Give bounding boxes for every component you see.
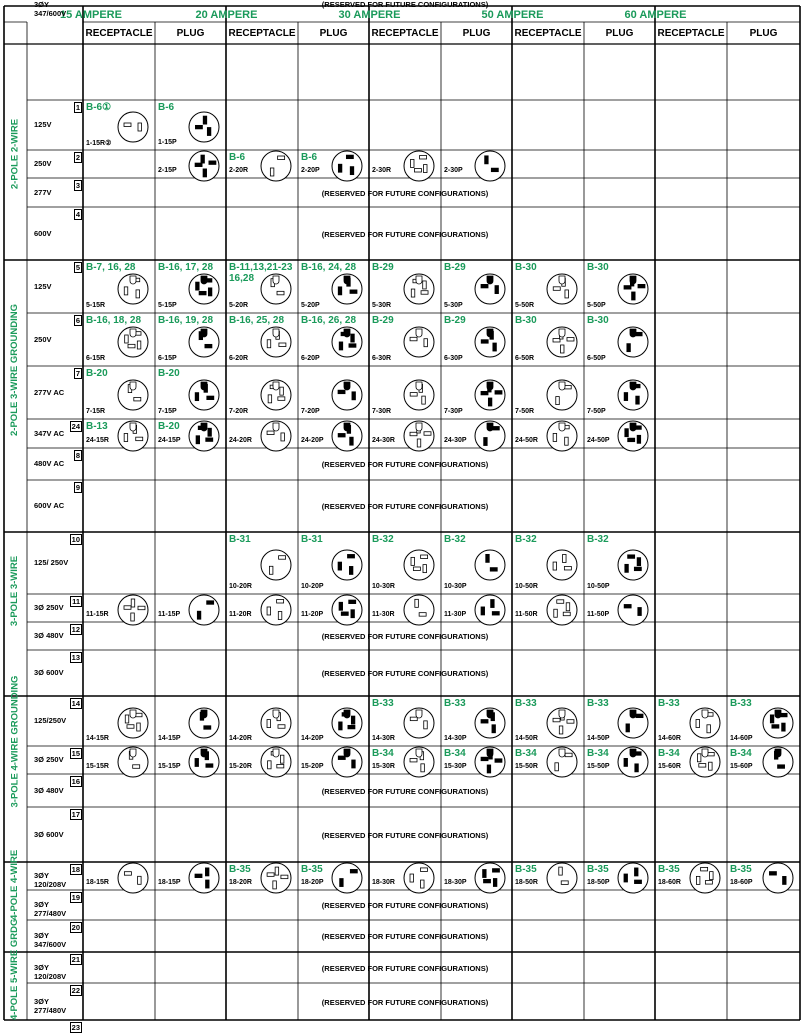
config-code: 2-20R [229, 167, 249, 174]
receptacle-face-icon [545, 706, 579, 740]
config-code: 24-20R [229, 437, 252, 444]
voltage-label: 3ØY 277/480V [34, 996, 67, 1015]
config-code: 18-15R [86, 879, 109, 886]
column-header: RECEPTACLE [371, 28, 439, 39]
receptacle-face-icon [545, 861, 579, 895]
config-code: 18-30R [372, 879, 395, 886]
b-reference: B-35 [658, 864, 680, 875]
receptacle-face-icon [545, 272, 579, 306]
row-number: 22 [71, 986, 80, 995]
config-code: 24-50P [587, 437, 610, 444]
config-code: 11-30R [372, 611, 395, 618]
plug-face-icon [187, 378, 221, 412]
plug-face-icon [187, 745, 221, 779]
b-reference: B-16, 26, 28 [301, 315, 357, 326]
plug-face-icon [330, 325, 364, 359]
config-code: 15-15R [86, 763, 109, 770]
receptacle-face-icon [402, 419, 436, 453]
column-header: PLUG [749, 28, 778, 39]
config-code: 15-60P [730, 763, 753, 770]
config-code: 15-15P [158, 763, 181, 770]
config-code: 5-15P [158, 302, 177, 309]
config-code: 14-60R [658, 735, 681, 742]
amp-header: 50 AMPERE [481, 9, 544, 21]
config-code: 2-20P [301, 167, 320, 174]
config-code: 14-20P [301, 735, 324, 742]
config-code: 7-50R [515, 408, 535, 415]
row-number: 19 [71, 893, 80, 902]
config-code: 15-50R [515, 763, 538, 770]
config-code: 10-30R [372, 583, 395, 590]
b-reference: B-32 [372, 534, 394, 545]
config-code: 6-50P [587, 355, 606, 362]
config-code: 14-60P [730, 735, 753, 742]
voltage-label: 3Ø 480V [34, 631, 64, 640]
voltage-label: 600V [34, 228, 52, 238]
config-code: 1-15P [158, 139, 177, 146]
config-code: 7-50P [587, 408, 606, 415]
receptacle-face-icon [402, 378, 436, 412]
config-code: 11-50R [515, 611, 538, 618]
b-reference: B-30 [515, 315, 537, 326]
voltage-label: 600V AC [34, 501, 65, 510]
receptacle-face-icon [688, 745, 722, 779]
plug-face-icon [616, 861, 650, 895]
plug-face-icon [473, 706, 507, 740]
b-reference: B-34 [372, 748, 394, 759]
b-reference: B-32 [444, 534, 466, 545]
row-number: 9 [75, 483, 80, 492]
receptacle-face-icon [688, 706, 722, 740]
receptacle-face-icon [116, 745, 150, 779]
config-code: 5-20P [301, 302, 320, 309]
receptacle-face-icon [116, 110, 150, 144]
b-reference: B-13 [86, 421, 108, 432]
row-number: 6 [75, 316, 80, 325]
b-reference: B-16, 19, 28 [158, 315, 214, 326]
config-code: 11-15R [86, 611, 109, 618]
voltage-label: 3ØY 277/480V [34, 900, 67, 918]
config-code: 14-30P [444, 735, 467, 742]
receptacle-face-icon [545, 745, 579, 779]
receptacle-face-icon [545, 548, 579, 582]
config-code: 7-15P [158, 408, 177, 415]
plug-face-icon [473, 593, 507, 627]
plug-face-icon [761, 706, 795, 740]
b-reference: B-35 [515, 864, 537, 875]
voltage-label: 277V [34, 187, 52, 197]
config-code: 24-50R [515, 437, 538, 444]
receptacle-face-icon [259, 149, 293, 183]
plug-face-icon [330, 272, 364, 306]
reserved-text: (RESERVED FOR FUTURE CONFIGURATIONS) [321, 229, 489, 239]
reserved-text: (RESERVED FOR FUTURE CONFIGURATIONS) [321, 963, 489, 973]
row-number: 1 [75, 103, 80, 112]
group-label: 2-POLE 2-WIRE [9, 118, 20, 189]
b-reference: B-20 [158, 421, 180, 432]
plug-face-icon [330, 861, 364, 895]
receptacle-face-icon [259, 861, 293, 895]
b-reference: B-31 [229, 534, 251, 545]
plug-face-icon [187, 706, 221, 740]
receptacle-face-icon [116, 272, 150, 306]
b-reference: B-33 [658, 698, 680, 709]
receptacle-face-icon [545, 325, 579, 359]
config-code: 24-15R [86, 437, 109, 444]
row-number: 18 [71, 865, 80, 874]
plug-face-icon [187, 419, 221, 453]
plug-face-icon [330, 593, 364, 627]
plug-face-icon [761, 861, 795, 895]
row-number: 8 [75, 451, 80, 460]
receptacle-face-icon [402, 706, 436, 740]
plug-face-icon [473, 745, 507, 779]
row-number: 23 [71, 1023, 80, 1032]
config-code: 14-30R [372, 735, 395, 742]
b-reference: B-11,13,21-23 16,28 [229, 262, 293, 284]
voltage-label: 125/250V [34, 716, 67, 725]
config-code: 5-30P [444, 302, 463, 309]
b-reference: B-6① [86, 102, 112, 113]
plug-face-icon [330, 419, 364, 453]
voltage-label: 277V AC [34, 387, 65, 397]
config-code: 18-15P [158, 879, 181, 886]
voltage-label: 125/ 250V [34, 558, 69, 567]
config-code: 2-30P [444, 167, 463, 174]
config-code: 2-30R [372, 167, 392, 174]
b-reference: B-7, 16, 28 [86, 262, 136, 273]
row-number: 12 [71, 625, 80, 634]
group-label: 4-POLE 4-WIRE [9, 849, 20, 920]
plug-face-icon [473, 272, 507, 306]
plug-face-icon [616, 745, 650, 779]
config-code: 6-30P [444, 355, 463, 362]
config-code: 18-60R [658, 879, 681, 886]
column-header: PLUG [462, 28, 491, 39]
b-reference: B-16, 24, 28 [301, 262, 357, 273]
plug-face-icon [761, 745, 795, 779]
plug-face-icon [616, 325, 650, 359]
reserved-text: (RESERVED FOR FUTURE CONFIGURATIONS) [321, 932, 489, 941]
plug-face-icon [187, 110, 221, 144]
plug-face-icon [616, 378, 650, 412]
receptacle-face-icon [259, 706, 293, 740]
reserved-text: (RESERVED FOR FUTURE CONFIGURATIONS) [321, 502, 489, 511]
plug-face-icon [187, 149, 221, 183]
receptacle-face-icon [402, 149, 436, 183]
config-code: 18-30P [444, 879, 467, 886]
receptacle-face-icon [259, 593, 293, 627]
config-code: 7-30P [444, 408, 463, 415]
b-reference: B-16, 18, 28 [86, 315, 142, 326]
config-code: 15-30P [444, 763, 467, 770]
config-code: 7-20P [301, 408, 320, 415]
row-number: 4 [75, 210, 80, 219]
plug-face-icon [473, 378, 507, 412]
plug-face-icon [330, 548, 364, 582]
config-code: 6-20P [301, 355, 320, 362]
row-number: 3 [75, 181, 80, 190]
row-number: 5 [75, 263, 80, 272]
voltage-label: 3ØY 120/208V [34, 871, 67, 889]
plug-face-icon [473, 861, 507, 895]
plug-face-icon [330, 149, 364, 183]
receptacle-face-icon [545, 593, 579, 627]
plug-face-icon [616, 593, 650, 627]
row-number: 7 [75, 369, 80, 378]
b-reference: B-33 [515, 698, 537, 709]
voltage-label: 480V AC [34, 459, 65, 468]
config-code: 10-50P [587, 583, 610, 590]
receptacle-face-icon [259, 745, 293, 779]
row-number: 2 [75, 153, 80, 162]
receptacle-face-icon [259, 378, 293, 412]
config-code: 6-15P [158, 355, 177, 362]
reserved-text: (RESERVED FOR FUTURE CONFIGURATIONS) [321, 669, 489, 678]
group-label: 3-POLE 3-WIRE [9, 555, 20, 627]
config-code: 14-15P [158, 735, 181, 742]
plug-face-icon [473, 419, 507, 453]
config-code: 18-50P [587, 879, 610, 886]
reserved-text: (RESERVED FOR FUTURE CONFIGURATIONS) [321, 901, 489, 910]
config-code: 1-15R② [86, 140, 112, 147]
reserved-text: (RESERVED FOR FUTURE CONFIGURATIONS) [321, 460, 489, 469]
receptacle-face-icon [402, 593, 436, 627]
config-code: 11-50P [587, 611, 610, 618]
b-reference: B-33 [587, 698, 609, 709]
b-reference: B-20 [86, 368, 108, 379]
config-code: 6-50R [515, 355, 535, 362]
b-reference: B-29 [372, 262, 394, 273]
config-code: 2-15P [158, 167, 177, 174]
column-header: RECEPTACLE [85, 28, 153, 39]
b-reference: B-6 [158, 102, 175, 113]
amp-header: 20 AMPERE [195, 9, 258, 21]
plug-face-icon [187, 325, 221, 359]
b-reference: B-34 [444, 748, 466, 759]
row-number: 14 [71, 699, 80, 708]
column-header: RECEPTACLE [657, 28, 725, 39]
b-reference: B-32 [515, 534, 537, 545]
config-code: 14-50R [515, 735, 538, 742]
config-code: 24-30R [372, 437, 395, 444]
receptacle-face-icon [259, 272, 293, 306]
voltage-label: 125V [34, 281, 52, 291]
config-code: 18-20R [229, 879, 252, 886]
receptacle-face-icon [116, 419, 150, 453]
b-reference: B-30 [587, 315, 609, 326]
b-reference: B-33 [730, 698, 752, 709]
group-label: 4-POLE 5-WIRE GRDG [9, 918, 20, 1020]
receptacle-face-icon [116, 861, 150, 895]
column-header: PLUG [319, 28, 348, 39]
b-reference: B-34 [658, 748, 680, 759]
voltage-label: 250V [34, 334, 52, 344]
config-code: 15-20P [301, 763, 324, 770]
config-code: 5-50R [515, 302, 535, 309]
b-reference: B-29 [372, 315, 394, 326]
reserved-text: (RESERVED FOR FUTURE CONFIGURATIONS) [321, 632, 489, 641]
voltage-label: 3Ø 600V [34, 668, 64, 677]
b-reference: B-29 [444, 315, 466, 326]
row-number: 16 [71, 777, 80, 786]
receptacle-face-icon [545, 378, 579, 412]
b-reference: B-35 [587, 864, 609, 875]
config-code: 24-30P [444, 437, 467, 444]
reserved-text: (RESERVED FOR FUTURE CONFIGURATIONS) [321, 997, 489, 1007]
voltage-label: 3ØY 120/208V [34, 962, 67, 981]
b-reference: B-34 [587, 748, 609, 759]
row-number: 15 [71, 749, 80, 758]
config-code: 10-20P [301, 583, 324, 590]
voltage-label: 250V [34, 159, 52, 168]
amp-header: 60 AMPERE [624, 9, 687, 21]
config-code: 11-30P [444, 611, 467, 618]
config-code: 14-20R [229, 735, 252, 742]
column-header: PLUG [605, 28, 634, 39]
config-code: 11-15P [158, 611, 181, 618]
plug-face-icon [330, 378, 364, 412]
column-header: PLUG [176, 28, 205, 39]
config-code: 5-30R [372, 302, 392, 309]
config-code: 10-50R [515, 583, 538, 590]
b-reference: B-16, 25, 28 [229, 315, 285, 326]
plug-face-icon [187, 272, 221, 306]
b-reference: B-29 [444, 262, 466, 273]
config-code: 11-20P [301, 611, 324, 618]
config-code: 15-30R [372, 763, 395, 770]
config-code: 18-60P [730, 879, 753, 886]
row-number: 10 [71, 535, 80, 544]
voltage-label: 3Ø 600V [34, 829, 64, 839]
config-code: 15-60R [658, 763, 681, 770]
voltage-label: 125V [34, 120, 52, 129]
config-code: 10-30P [444, 583, 467, 590]
plug-face-icon [616, 706, 650, 740]
reserved-text: (RESERVED FOR FUTURE CONFIGURATIONS) [321, 786, 489, 796]
b-reference: B-20 [158, 368, 180, 379]
config-code: 6-30R [372, 355, 392, 362]
config-code: 18-20P [301, 879, 324, 886]
receptacle-face-icon [402, 861, 436, 895]
row-number: 21 [71, 955, 80, 964]
plug-face-icon [473, 149, 507, 183]
config-code: 10-20R [229, 583, 252, 590]
receptacle-face-icon [688, 861, 722, 895]
b-reference: B-16, 17, 28 [158, 262, 214, 273]
reserved-text: (RESERVED FOR FUTURE CONFIGURATIONS) [321, 188, 489, 198]
plug-face-icon [616, 419, 650, 453]
b-reference: B-33 [444, 698, 466, 709]
plug-face-icon [473, 548, 507, 582]
config-code: 14-15R [86, 735, 109, 742]
b-reference: B-35 [301, 864, 323, 875]
config-code: 15-50P [587, 763, 610, 770]
receptacle-face-icon [259, 419, 293, 453]
b-reference: B-34 [730, 748, 752, 759]
reserved-text: (RESERVED FOR FUTURE CONFIGURATIONS) [321, 0, 489, 9]
plug-face-icon [187, 861, 221, 895]
voltage-label: 3Ø 250V [34, 755, 64, 764]
config-code: 18-50R [515, 879, 538, 886]
config-code: 5-20R [229, 302, 249, 309]
row-number: 13 [71, 653, 80, 662]
row-number: 24 [71, 422, 80, 431]
plug-face-icon [330, 706, 364, 740]
row-number: 20 [71, 923, 80, 932]
amp-header: 15 AMPERE [60, 9, 122, 21]
voltage-label: 3Ø 250V [34, 603, 64, 612]
b-reference: B-32 [587, 534, 609, 545]
b-reference: B-33 [372, 698, 394, 709]
config-code: 14-50P [587, 735, 610, 742]
config-code: 7-30R [372, 408, 392, 415]
receptacle-face-icon [116, 706, 150, 740]
config-code: 24-15P [158, 437, 181, 444]
config-code: 7-20R [229, 408, 249, 415]
group-label: 2-POLE 3-WIRE GROUNDING [9, 304, 20, 436]
plug-face-icon [330, 745, 364, 779]
voltage-label: 3ØY 347/600V [34, 931, 67, 949]
config-code: 7-15R [86, 408, 106, 415]
receptacle-face-icon [545, 419, 579, 453]
receptacle-face-icon [116, 593, 150, 627]
voltage-label: 3Ø 480V [34, 785, 64, 795]
b-reference: B-35 [229, 864, 251, 875]
plug-face-icon [616, 272, 650, 306]
voltage-label: 347V AC [34, 428, 65, 438]
receptacle-face-icon [116, 325, 150, 359]
receptacle-face-icon [259, 548, 293, 582]
config-code: 24-20P [301, 437, 324, 444]
config-code: 15-20R [229, 763, 252, 770]
receptacle-face-icon [116, 378, 150, 412]
voltage-label: 3ØY 347/600V [34, 0, 67, 18]
config-code: 6-20R [229, 355, 249, 362]
column-header: RECEPTACLE [228, 28, 296, 39]
plug-face-icon [187, 593, 221, 627]
b-reference: B-6 [229, 152, 246, 163]
config-code: 6-15R [86, 355, 106, 362]
b-reference: B-30 [515, 262, 537, 273]
b-reference: B-31 [301, 534, 323, 545]
receptacle-face-icon [259, 325, 293, 359]
column-header: RECEPTACLE [514, 28, 582, 39]
b-reference: B-35 [730, 864, 752, 875]
b-reference: B-6 [301, 152, 318, 163]
receptacle-face-icon [402, 548, 436, 582]
row-number: 11 [72, 597, 80, 606]
b-reference: B-34 [515, 748, 537, 759]
row-number: 17 [71, 810, 80, 819]
plug-face-icon [616, 548, 650, 582]
group-label: 3-POLE 4-WIRE GROUNDING [9, 675, 20, 807]
b-reference: B-30 [587, 262, 609, 273]
plug-face-icon [473, 325, 507, 359]
reserved-text: (RESERVED FOR FUTURE CONFIGURATIONS) [321, 830, 489, 840]
receptacle-face-icon [402, 745, 436, 779]
receptacle-face-icon [402, 272, 436, 306]
config-code: 5-15R [86, 302, 106, 309]
amp-header: 30 AMPERE [338, 9, 401, 21]
receptacle-face-icon [402, 325, 436, 359]
config-code: 5-50P [587, 302, 606, 309]
config-code: 11-20R [229, 611, 252, 618]
